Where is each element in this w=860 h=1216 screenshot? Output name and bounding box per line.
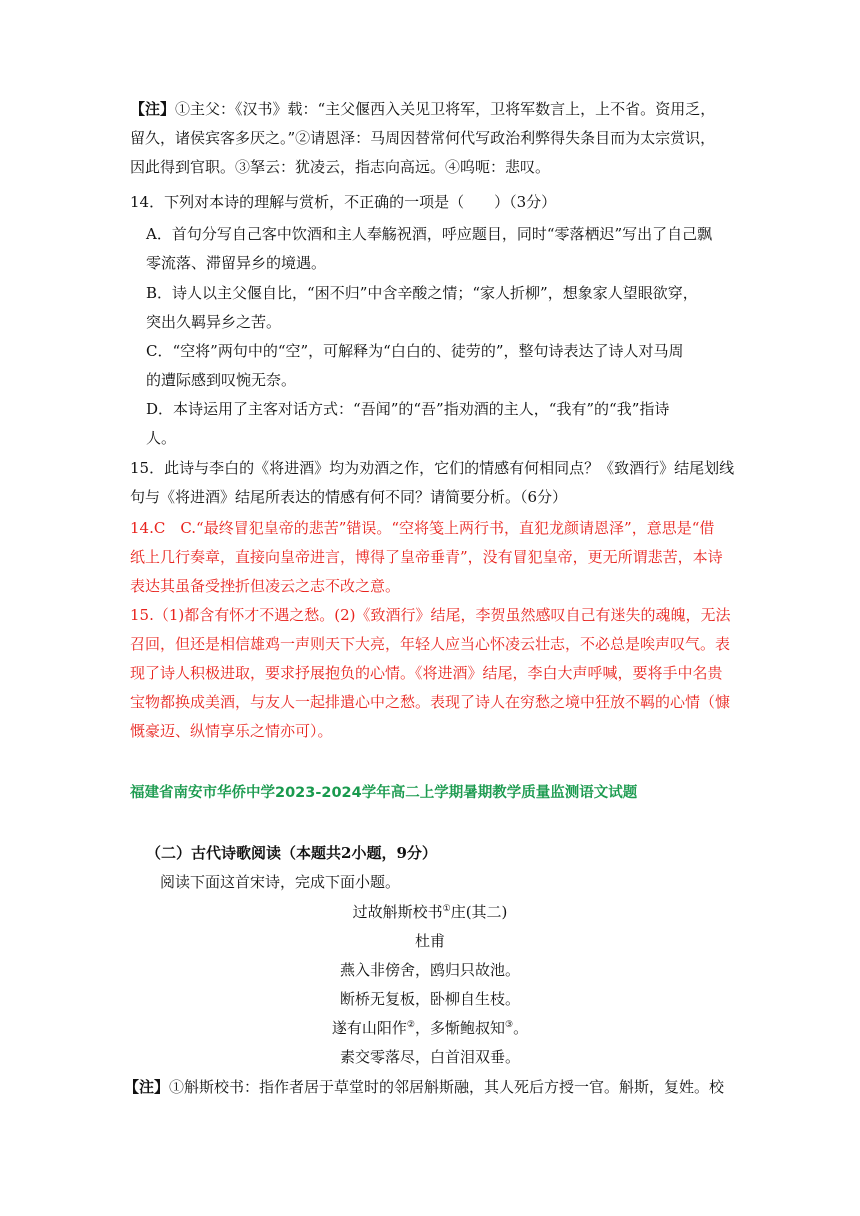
section-heading: （二）古代诗歌阅读（本题共2小题，9分） [146, 844, 437, 862]
option-a: A．首句分写自己客中饮酒和主人奉觞祝酒，呼应题目，同时“零落栖迟”写出了自己飘 [146, 225, 713, 243]
answer-14-cont: 表达其虽备受挫折但凌云之志不改之意。 [130, 577, 401, 595]
note-line: 【注】①主父：《汉书》载：“主父偃西入关见卫将军，卫将军数言上，上不省。资用乏， [130, 100, 716, 118]
source-title: 福建省南安市华侨中学2023-2024学年高二上学期暑期教学质量监测语文试题 [130, 785, 638, 801]
question-14-stem: 14．下列对本诗的理解与赏析，不正确的一项是（ ）（3分） [130, 193, 557, 211]
question-15-stem-cont: 句与《将进酒》结尾所表达的情感有何不同？请简要分析。（6分） [130, 488, 568, 506]
answer-15-cont: 慨豪迈、纵情享乐之情亦可）。 [130, 722, 333, 740]
poem-line: 遂有山阳作②，多惭鲍叔知③。 [331, 1019, 529, 1037]
option-a-cont: 零流落、滞留异乡的境遇。 [146, 254, 327, 272]
poem-line: 素交零落尽，白首泪双垂。 [339, 1048, 520, 1066]
answer-15: 15.（1)都含有怀才不遇之愁。(2)《致酒行》结尾，李贺虽然感叹自己有迷失的魂魄，无法 [130, 606, 731, 624]
answer-15-cont: 召回，但还是相信雄鸡一声则天下大亮，年轻人应当心怀凌云壮志，不必总是唉声叹气。表 [130, 635, 731, 653]
poem-line: 断桥无复板，卧柳自生枝。 [339, 990, 520, 1008]
option-b-cont: 突出久羁异乡之苦。 [146, 313, 282, 331]
option-d: D．本诗运用了主客对话方式：“吾闻”的“吾”指劝酒的主人，“我有”的“我”指诗 [146, 400, 670, 418]
note-line: 【注】①斛斯校书：指作者居于草堂时的邻居斛斯融，其人死后方授一官。斛斯，复姓。校 [124, 1078, 725, 1096]
answer-14-cont: 纸上几行奏章，直接向皇帝进言，博得了皇帝垂青”，没有冒犯皇帝，更无所谓悲苦，本诗 [130, 548, 723, 566]
poem-title: 过故斛斯校书①庄(其二) [352, 903, 508, 921]
answer-14: 14.C C.“最终冒犯皇帝的悲苦”错误。“空将笺上两行书，直犯龙颜请恩泽”，意思是“借 [130, 519, 715, 537]
option-d-cont: 人。 [146, 429, 177, 447]
option-c: C．“空将”两句中的“空”，可解释为“白白的、徒劳的”，整句诗表达了诗人对马周 [146, 342, 684, 360]
section-instruction: 阅读下面这首宋诗，完成下面小题。 [160, 873, 401, 891]
answer-15-cont: 现了诗人积极进取，要求抒展抱负的心情。《将进酒》结尾，李白大声呼喊，要将手中名贵 [130, 664, 723, 682]
answer-15-cont: 宝物都换成美酒，与友人一起排遣心中之愁。表现了诗人在穷愁之境中狂放不羁的心情（慷 [130, 693, 731, 711]
poem-author: 杜甫 [414, 932, 445, 950]
option-c-cont: 的遭际感到叹惋无奈。 [146, 371, 297, 389]
question-15-stem: 15．此诗与李白的《将进酒》均为劝酒之作，它们的情感有何相同点？《致酒行》结尾划线 [130, 459, 735, 477]
poem-line: 燕入非傍舍，鸥归只故池。 [339, 961, 520, 979]
note-line: 因此得到官职。③拏云：犹凌云，指志向高远。④呜呃：悲叹。 [130, 158, 551, 176]
option-b: B．诗人以主父偃自比，“困不归”中含辛酸之情；“家人折柳”，想象家人望眼欲穿， [146, 284, 698, 302]
note-line: 留久，诸侯宾客多厌之。”②请恩泽：马周因替常何代写政治利弊得失条目而为太宗赏识， [130, 129, 716, 147]
